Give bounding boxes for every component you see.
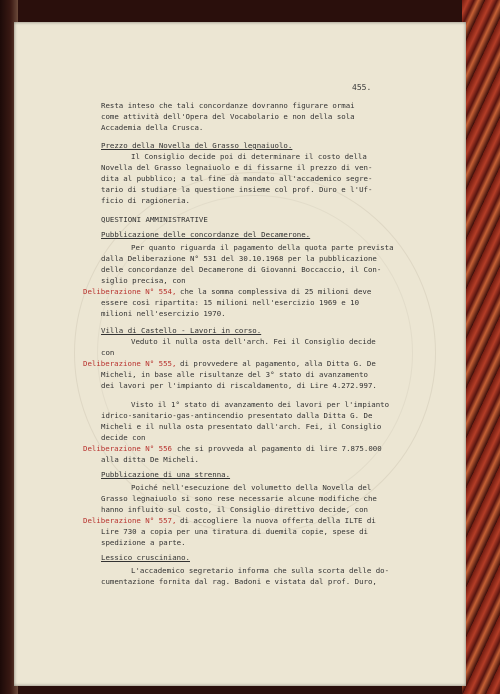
text-line: che si provveda al pagamento di lire 7.875.000 xyxy=(177,444,382,453)
text-line: Micheli e il nulla osta presentato dall'arch. Fei, il Consiglio xyxy=(101,422,382,431)
text-line: idrico-sanitario-gas-antincendio presentato dalla Ditta G. De xyxy=(101,411,373,420)
deliberation-label: Deliberazione N° 556 xyxy=(83,444,172,453)
section-heading: Prezzo della Novella del Grasso legnaiuolo. xyxy=(101,141,293,150)
text-line: che la somma complessiva di 25 milioni deve xyxy=(180,287,372,296)
section-heading: Pubblicazione di una strenna. xyxy=(101,470,231,479)
watermark-seal xyxy=(74,172,436,534)
page-number: 455. xyxy=(352,83,372,92)
section-heading: Villa di Castello - Lavori in corso. xyxy=(101,326,262,335)
text-line: essere così ripartita: 15 milioni nell'esercizio 1969 e 10 xyxy=(101,298,360,307)
text-line: dalla Deliberazione N° 531 del 30.10.1968 per la pubblicazione xyxy=(101,254,377,263)
section-heading: Pubblicazione delle concordanze del Decamerone. xyxy=(101,230,311,239)
text-line: Resta inteso che tali concordanze dovranno figurare ormai xyxy=(101,101,355,110)
text-line: ficio di ragioneria. xyxy=(101,196,190,205)
text-line: Novella del Grasso legnaiuolo e di fissarne il prezzo di ven- xyxy=(101,163,373,172)
text-line: decide con xyxy=(101,433,146,442)
text-line: Poiché nell'esecuzione del volumetto della Novella del xyxy=(131,483,372,492)
text-line: Il Consiglio decide poi di determinare il costo della xyxy=(131,152,367,161)
deliberation-label: Deliberazione N° 557, xyxy=(83,516,177,525)
deliberation-label: Deliberazione N° 554, xyxy=(83,287,177,296)
text-line: Micheli, in base alle risultanze del 3° stato di avanzamento xyxy=(101,370,368,379)
text-line: come attività dell'Opera del Vocabolario e non della sola xyxy=(101,112,355,121)
text-line: Visto il 1° stato di avanzamento dei lavori per l'impianto xyxy=(131,400,390,409)
text-line: Per quanto riguarda il pagamento della quota parte prevista xyxy=(131,243,394,252)
text-line: di provvedere al pagamento, alla Ditta G. De xyxy=(180,359,376,368)
document-page xyxy=(14,22,466,686)
text-line: QUESTIONI AMMINISTRATIVE xyxy=(101,215,208,224)
text-line: siglio precisa, con xyxy=(101,276,186,285)
text-line: cumentazione fornita dal rag. Badoni e vistata dal prof. Duro, xyxy=(101,577,377,586)
text-line: alla ditta De Micheli. xyxy=(101,455,199,464)
text-line: hanno influito sul costo, il Consiglio direttivo decide, con xyxy=(101,505,368,514)
text-line: con xyxy=(101,348,115,357)
text-line: spedizione a parte. xyxy=(101,538,186,547)
text-line: Lire 730 a copia per una tiratura di duemila copie, spese di xyxy=(101,527,368,536)
text-line: tario di studiare la questione insieme col prof. Duro e l'Uf- xyxy=(101,185,373,194)
deliberation-label: Deliberazione N° 555, xyxy=(83,359,177,368)
section-heading: Lessico crusciniano. xyxy=(101,553,190,562)
text-line: di accogliere la nuova offerta della ILTE di xyxy=(180,516,376,525)
text-line: dita al pubblico; a tal fine dà mandato all'accademico segre- xyxy=(101,174,373,183)
text-line: Veduto il nulla osta dell'arch. Fei il Consiglio decide xyxy=(131,337,376,346)
text-line: milioni nell'esercizio 1970. xyxy=(101,309,226,318)
text-line: L'accademico segretario informa che sulla scorta delle do- xyxy=(131,566,390,575)
text-line: Accademia della Crusca. xyxy=(101,123,204,132)
text-line: dei lavori per l'impianto di riscaldamento, di Lire 4.272.997. xyxy=(101,381,377,390)
text-line: delle concordanze del Decamerone di Giovanni Boccaccio, il Con- xyxy=(101,265,382,274)
text-line: Grasso legnaiuolo si sono rese necessarie alcune modifiche che xyxy=(101,494,377,503)
marbled-page-edge xyxy=(462,0,500,694)
